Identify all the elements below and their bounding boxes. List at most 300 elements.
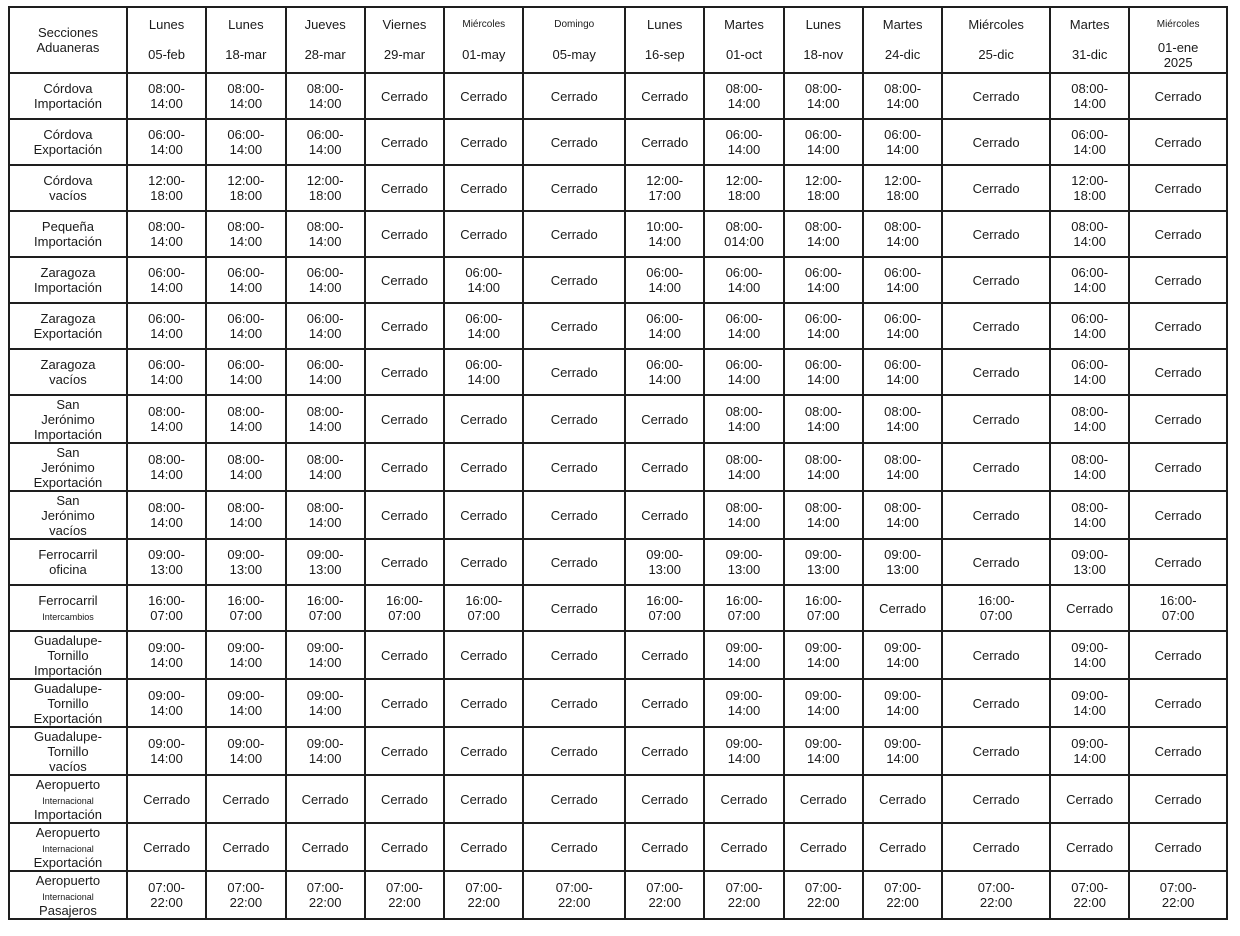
schedule-cell: Cerrado bbox=[1129, 443, 1227, 491]
column-date: 01-ene 2025 bbox=[1157, 40, 1199, 70]
schedule-cell: 07:00- 22:00 bbox=[625, 871, 704, 919]
schedule-cell: 08:00- 14:00 bbox=[286, 211, 365, 257]
schedule-cell: Cerrado bbox=[523, 349, 625, 395]
schedule-cell: 16:00- 07:00 bbox=[127, 585, 206, 631]
schedule-cell: Cerrado bbox=[523, 395, 625, 443]
schedule-cell: 06:00- 14:00 bbox=[286, 303, 365, 349]
schedule-cell: 09:00- 14:00 bbox=[127, 631, 206, 679]
schedule-cell: 06:00- 14:00 bbox=[784, 257, 863, 303]
schedule-cell: Cerrado bbox=[704, 823, 783, 871]
schedule-cell: 08:00- 14:00 bbox=[1050, 491, 1129, 539]
section-name-line: Exportación bbox=[33, 326, 103, 341]
section-name-line: Internacional bbox=[42, 843, 94, 854]
schedule-cell: 08:00- 14:00 bbox=[286, 491, 365, 539]
schedule-cell: 06:00- 14:00 bbox=[625, 349, 704, 395]
schedule-cell: 07:00- 22:00 bbox=[206, 871, 285, 919]
section-name-line: oficina bbox=[49, 562, 87, 577]
section-name-line: Importación bbox=[34, 806, 102, 822]
column-header bbox=[523, 7, 625, 73]
schedule-cell: Cerrado bbox=[365, 211, 444, 257]
schedule-cell: Cerrado bbox=[1129, 775, 1227, 823]
section-name-line: Exportación bbox=[33, 710, 103, 726]
schedule-cell: 06:00- 14:00 bbox=[127, 349, 206, 395]
schedule-cell: 06:00- 14:00 bbox=[1050, 349, 1129, 395]
schedule-cell: 12:00- 18:00 bbox=[784, 165, 863, 211]
section-name-cell bbox=[9, 585, 127, 631]
schedule-cell: 06:00- 14:00 bbox=[286, 349, 365, 395]
schedule-cell: Cerrado bbox=[523, 727, 625, 775]
schedule-cell: Cerrado bbox=[942, 257, 1050, 303]
column-header bbox=[1129, 7, 1227, 73]
schedule-cell: Cerrado bbox=[625, 631, 704, 679]
schedule-cell: Cerrado bbox=[625, 727, 704, 775]
schedule-cell: 08:00- 14:00 bbox=[863, 491, 942, 539]
schedule-cell: 09:00- 14:00 bbox=[286, 631, 365, 679]
schedule-cell: 06:00- 14:00 bbox=[863, 303, 942, 349]
schedule-cell: 06:00- 14:00 bbox=[127, 303, 206, 349]
schedule-cell: Cerrado bbox=[444, 727, 523, 775]
schedule-cell: 07:00- 22:00 bbox=[365, 871, 444, 919]
column-day: Miércoles bbox=[968, 17, 1024, 32]
schedule-cell: 10:00- 14:00 bbox=[625, 211, 704, 257]
schedule-cell: Cerrado bbox=[625, 679, 704, 727]
column-date: 18-nov bbox=[803, 47, 844, 62]
schedule-cell: 12:00- 18:00 bbox=[286, 165, 365, 211]
column-date: 29-mar bbox=[383, 47, 426, 62]
table-row bbox=[9, 303, 1227, 349]
column-day: Martes bbox=[882, 17, 923, 32]
schedule-cell: 08:00- 14:00 bbox=[704, 73, 783, 119]
schedule-cell: 09:00- 14:00 bbox=[1050, 631, 1129, 679]
schedule-cell: Cerrado bbox=[523, 491, 625, 539]
schedule-cell: Cerrado bbox=[206, 823, 285, 871]
schedule-cell: 08:00- 14:00 bbox=[286, 395, 365, 443]
schedule-cell: 09:00- 13:00 bbox=[286, 539, 365, 585]
schedule-cell: Cerrado bbox=[942, 443, 1050, 491]
schedule-cell: 08:00- 14:00 bbox=[863, 395, 942, 443]
schedule-cell: Cerrado bbox=[365, 491, 444, 539]
schedule-cell: Cerrado bbox=[206, 775, 285, 823]
table-row bbox=[9, 679, 1227, 727]
schedule-cell: Cerrado bbox=[942, 119, 1050, 165]
schedule-cell: 09:00- 14:00 bbox=[863, 631, 942, 679]
schedule-cell: Cerrado bbox=[523, 73, 625, 119]
schedule-cell: Cerrado bbox=[942, 395, 1050, 443]
section-name-line: Guadalupe- bbox=[33, 680, 102, 696]
column-header bbox=[784, 7, 863, 73]
column-day: Miércoles bbox=[462, 19, 506, 30]
schedule-cell: 09:00- 13:00 bbox=[863, 539, 942, 585]
column-header bbox=[942, 7, 1050, 73]
column-date: 16-sep bbox=[644, 47, 685, 62]
column-day: Domingo bbox=[554, 19, 595, 30]
schedule-cell: 07:00- 22:00 bbox=[942, 871, 1050, 919]
schedule-cell: 08:00- 14:00 bbox=[127, 443, 206, 491]
schedule-cell: Cerrado bbox=[625, 775, 704, 823]
schedule-cell: 06:00- 14:00 bbox=[444, 303, 523, 349]
column-day: Miércoles bbox=[1156, 19, 1200, 30]
schedule-cell: Cerrado bbox=[365, 349, 444, 395]
column-date: 01-oct bbox=[725, 47, 763, 62]
schedule-cell: Cerrado bbox=[1129, 119, 1227, 165]
schedule-cell: Cerrado bbox=[1129, 73, 1227, 119]
schedule-cell: Cerrado bbox=[1129, 395, 1227, 443]
section-name-cell bbox=[9, 395, 127, 443]
schedule-cell: 06:00- 14:00 bbox=[784, 119, 863, 165]
schedule-cell: 07:00- 22:00 bbox=[127, 871, 206, 919]
schedule-cell: Cerrado bbox=[444, 539, 523, 585]
schedule-cell: Cerrado bbox=[942, 775, 1050, 823]
schedule-cell: 09:00- 14:00 bbox=[863, 679, 942, 727]
schedule-cell: 09:00- 14:00 bbox=[784, 679, 863, 727]
schedule-table bbox=[8, 6, 1228, 920]
schedule-cell: Cerrado bbox=[444, 211, 523, 257]
schedule-cell: 06:00- 14:00 bbox=[206, 303, 285, 349]
section-name-line: vacíos bbox=[49, 372, 87, 387]
schedule-cell: Cerrado bbox=[625, 443, 704, 491]
section-name-line: Jerónimo bbox=[41, 411, 95, 427]
schedule-cell: Cerrado bbox=[444, 119, 523, 165]
schedule-cell: Cerrado bbox=[523, 211, 625, 257]
schedule-cell: Cerrado bbox=[1129, 491, 1227, 539]
schedule-cell: Cerrado bbox=[863, 823, 942, 871]
schedule-cell: 09:00- 14:00 bbox=[863, 727, 942, 775]
schedule-cell: 16:00- 07:00 bbox=[365, 585, 444, 631]
table-row bbox=[9, 257, 1227, 303]
schedule-cell: Cerrado bbox=[1129, 211, 1227, 257]
section-name-line: Intercambios bbox=[42, 612, 94, 622]
schedule-cell: 06:00- 14:00 bbox=[1050, 303, 1129, 349]
schedule-cell: Cerrado bbox=[1050, 585, 1129, 631]
schedule-cell: 09:00- 14:00 bbox=[286, 727, 365, 775]
schedule-cell: Cerrado bbox=[523, 165, 625, 211]
section-name-line: Guadalupe- bbox=[33, 728, 102, 744]
schedule-cell: 06:00- 14:00 bbox=[863, 349, 942, 395]
schedule-cell: Cerrado bbox=[942, 539, 1050, 585]
schedule-cell: Cerrado bbox=[365, 257, 444, 303]
section-name-line: Tornillo bbox=[47, 695, 89, 711]
schedule-cell: Cerrado bbox=[625, 119, 704, 165]
schedule-cell: 16:00- 07:00 bbox=[206, 585, 285, 631]
column-header bbox=[365, 7, 444, 73]
schedule-cell: 08:00- 14:00 bbox=[1050, 395, 1129, 443]
schedule-cell: 06:00- 14:00 bbox=[704, 257, 783, 303]
schedule-cell: 09:00- 13:00 bbox=[127, 539, 206, 585]
schedule-cell: 09:00- 14:00 bbox=[1050, 727, 1129, 775]
schedule-cell: 09:00- 13:00 bbox=[206, 539, 285, 585]
schedule-cell: Cerrado bbox=[444, 775, 523, 823]
schedule-cell: 09:00- 14:00 bbox=[704, 631, 783, 679]
schedule-cell: 08:00- 14:00 bbox=[206, 491, 285, 539]
schedule-cell: 12:00- 18:00 bbox=[704, 165, 783, 211]
schedule-cell: 08:00- 14:00 bbox=[127, 73, 206, 119]
section-name-line: vacíos bbox=[49, 188, 87, 203]
table-row bbox=[9, 73, 1227, 119]
schedule-cell: Cerrado bbox=[942, 727, 1050, 775]
schedule-cell: 06:00- 14:00 bbox=[625, 257, 704, 303]
schedule-cell: 12:00- 18:00 bbox=[127, 165, 206, 211]
schedule-cell: Cerrado bbox=[523, 443, 625, 491]
column-header bbox=[286, 7, 365, 73]
schedule-cell: 16:00- 07:00 bbox=[942, 585, 1050, 631]
section-name-cell bbox=[9, 349, 127, 395]
schedule-cell: 06:00- 14:00 bbox=[704, 349, 783, 395]
section-name-cell bbox=[9, 119, 127, 165]
schedule-cell: Cerrado bbox=[942, 491, 1050, 539]
schedule-cell: Cerrado bbox=[444, 679, 523, 727]
schedule-cell: 06:00- 14:00 bbox=[625, 303, 704, 349]
column-date: 05-may bbox=[552, 47, 596, 62]
schedule-cell: 09:00- 14:00 bbox=[127, 727, 206, 775]
schedule-cell: 08:00- 14:00 bbox=[127, 211, 206, 257]
schedule-cell: 08:00- 14:00 bbox=[863, 73, 942, 119]
schedule-cell: 16:00- 07:00 bbox=[286, 585, 365, 631]
schedule-cell: 06:00- 14:00 bbox=[704, 119, 783, 165]
table-row bbox=[9, 395, 1227, 443]
schedule-cell: 07:00- 22:00 bbox=[286, 871, 365, 919]
column-date: 24-dic bbox=[884, 47, 921, 62]
table-row bbox=[9, 775, 1227, 823]
schedule-cell: Cerrado bbox=[444, 395, 523, 443]
schedule-cell: Cerrado bbox=[625, 823, 704, 871]
section-name-cell bbox=[9, 823, 127, 871]
schedule-cell: Cerrado bbox=[365, 539, 444, 585]
schedule-cell: Cerrado bbox=[444, 491, 523, 539]
section-name-line: Córdova bbox=[43, 173, 93, 188]
schedule-cell: 16:00- 07:00 bbox=[784, 585, 863, 631]
schedule-cell: 06:00- 14:00 bbox=[206, 119, 285, 165]
schedule-cell: 08:00- 14:00 bbox=[863, 211, 942, 257]
schedule-cell: Cerrado bbox=[444, 165, 523, 211]
schedule-cell: Cerrado bbox=[523, 631, 625, 679]
schedule-cell: Cerrado bbox=[444, 823, 523, 871]
table-row bbox=[9, 443, 1227, 491]
table-row bbox=[9, 165, 1227, 211]
section-name-line: San bbox=[56, 444, 80, 460]
section-name-line: vacíos bbox=[49, 522, 87, 538]
section-name-line: Pasajeros bbox=[39, 902, 97, 918]
schedule-cell: 08:00- 14:00 bbox=[784, 211, 863, 257]
section-name-line: Importación bbox=[34, 426, 102, 442]
section-name-line: Importación bbox=[34, 234, 102, 249]
schedule-cell: Cerrado bbox=[1129, 303, 1227, 349]
schedule-cell: Cerrado bbox=[625, 395, 704, 443]
column-header bbox=[625, 7, 704, 73]
schedule-cell: 09:00- 14:00 bbox=[704, 679, 783, 727]
schedule-cell: Cerrado bbox=[286, 823, 365, 871]
column-date: 18-mar bbox=[225, 47, 267, 62]
schedule-cell: Cerrado bbox=[625, 73, 704, 119]
section-name-line: Córdova bbox=[43, 127, 93, 142]
section-name-cell bbox=[9, 775, 127, 823]
schedule-cell: 08:00- 14:00 bbox=[206, 211, 285, 257]
section-name-line: San bbox=[56, 396, 80, 412]
column-header bbox=[206, 7, 285, 73]
schedule-cell: Cerrado bbox=[523, 257, 625, 303]
schedule-cell: 08:00- 14:00 bbox=[286, 443, 365, 491]
schedule-cell: Cerrado bbox=[444, 443, 523, 491]
column-day: Martes bbox=[724, 17, 764, 32]
section-name-line: Zaragoza bbox=[40, 357, 96, 372]
schedule-cell: 08:00- 14:00 bbox=[286, 73, 365, 119]
schedule-cell: 09:00- 14:00 bbox=[286, 679, 365, 727]
table-row bbox=[9, 349, 1227, 395]
section-name-line: Zaragoza bbox=[40, 265, 96, 280]
column-date: 31-dic bbox=[1071, 47, 1108, 62]
schedule-body bbox=[9, 73, 1227, 919]
schedule-cell: Cerrado bbox=[1129, 679, 1227, 727]
schedule-cell: Cerrado bbox=[863, 585, 942, 631]
schedule-cell: Cerrado bbox=[942, 211, 1050, 257]
column-day: Lunes bbox=[228, 17, 264, 32]
schedule-cell: 09:00- 13:00 bbox=[704, 539, 783, 585]
schedule-cell: Cerrado bbox=[1050, 823, 1129, 871]
schedule-cell: Cerrado bbox=[365, 775, 444, 823]
table-row bbox=[9, 585, 1227, 631]
schedule-cell: 07:00- 22:00 bbox=[1050, 871, 1129, 919]
schedule-cell: 08:00- 14:00 bbox=[784, 491, 863, 539]
section-name-line: Jerónimo bbox=[41, 459, 95, 475]
schedule-cell: 08:00- 14:00 bbox=[784, 443, 863, 491]
schedule-cell: 08:00- 14:00 bbox=[784, 73, 863, 119]
schedule-cell: 07:00- 22:00 bbox=[1129, 871, 1227, 919]
schedule-cell: 08:00- 14:00 bbox=[704, 491, 783, 539]
schedule-cell: Cerrado bbox=[365, 119, 444, 165]
section-name-line: Aeropuerto bbox=[35, 872, 101, 888]
schedule-cell: 06:00- 14:00 bbox=[444, 349, 523, 395]
section-name-line: Exportación bbox=[33, 474, 103, 490]
schedule-cell: 06:00- 14:00 bbox=[286, 119, 365, 165]
schedule-cell: Cerrado bbox=[1129, 539, 1227, 585]
schedule-cell: Cerrado bbox=[365, 727, 444, 775]
schedule-cell: 06:00- 14:00 bbox=[127, 257, 206, 303]
schedule-cell: Cerrado bbox=[523, 823, 625, 871]
schedule-cell: 07:00- 22:00 bbox=[784, 871, 863, 919]
section-name-cell bbox=[9, 211, 127, 257]
schedule-cell: 09:00- 13:00 bbox=[1050, 539, 1129, 585]
schedule-cell: 06:00- 14:00 bbox=[206, 257, 285, 303]
schedule-cell: 08:00- 14:00 bbox=[863, 443, 942, 491]
schedule-cell: Cerrado bbox=[444, 73, 523, 119]
section-name-line: Zaragoza bbox=[40, 311, 96, 326]
section-name-cell bbox=[9, 491, 127, 539]
schedule-cell: 06:00- 14:00 bbox=[863, 119, 942, 165]
column-header bbox=[444, 7, 523, 73]
schedule-cell: Cerrado bbox=[523, 585, 625, 631]
schedule-cell: Cerrado bbox=[365, 395, 444, 443]
section-name-line: Exportación bbox=[33, 854, 103, 870]
column-day: Lunes bbox=[148, 17, 185, 32]
schedule-cell: Cerrado bbox=[625, 491, 704, 539]
schedule-cell: 07:00- 22:00 bbox=[444, 871, 523, 919]
schedule-cell: 08:00- 14:00 bbox=[1050, 211, 1129, 257]
schedule-cell: Cerrado bbox=[1129, 823, 1227, 871]
schedule-cell: 09:00- 14:00 bbox=[127, 679, 206, 727]
section-name-line: Internacional bbox=[42, 795, 94, 806]
schedule-cell: Cerrado bbox=[942, 823, 1050, 871]
column-day: Martes bbox=[1069, 17, 1110, 32]
schedule-cell: Cerrado bbox=[523, 539, 625, 585]
section-name-line: Tornillo bbox=[47, 743, 89, 759]
column-day: Lunes bbox=[805, 17, 842, 32]
schedule-cell: 09:00- 14:00 bbox=[206, 679, 285, 727]
column-day: Jueves bbox=[304, 17, 346, 32]
schedule-cell: 06:00- 14:00 bbox=[286, 257, 365, 303]
schedule-cell: Cerrado bbox=[365, 679, 444, 727]
section-name-line: Tornillo bbox=[47, 647, 89, 663]
schedule-cell: Cerrado bbox=[127, 775, 206, 823]
table-row bbox=[9, 119, 1227, 165]
schedule-cell: 07:00- 22:00 bbox=[523, 871, 625, 919]
section-name-line: Guadalupe- bbox=[33, 632, 102, 648]
schedule-cell: 09:00- 14:00 bbox=[206, 727, 285, 775]
schedule-cell: Cerrado bbox=[942, 303, 1050, 349]
schedule-cell: Cerrado bbox=[1050, 775, 1129, 823]
schedule-cell: Cerrado bbox=[942, 165, 1050, 211]
schedule-cell: Cerrado bbox=[1129, 165, 1227, 211]
schedule-cell: 16:00- 07:00 bbox=[444, 585, 523, 631]
schedule-cell: Cerrado bbox=[1129, 631, 1227, 679]
schedule-cell: 09:00- 14:00 bbox=[784, 727, 863, 775]
section-name-line: Jerónimo bbox=[41, 507, 95, 523]
column-day: Lunes bbox=[647, 17, 683, 32]
schedule-cell: 08:00- 014:00 bbox=[704, 211, 783, 257]
section-name-line: Pequeña bbox=[41, 219, 94, 234]
section-name-line: Importación bbox=[34, 280, 102, 295]
column-header bbox=[1050, 7, 1129, 73]
corner-label-line1: Secciones bbox=[37, 25, 98, 40]
schedule-cell: Cerrado bbox=[863, 775, 942, 823]
column-day: Viernes bbox=[382, 17, 427, 32]
column-header bbox=[127, 7, 206, 73]
schedule-cell: 06:00- 14:00 bbox=[1050, 257, 1129, 303]
schedule-cell: Cerrado bbox=[365, 443, 444, 491]
schedule-cell: Cerrado bbox=[784, 775, 863, 823]
table-row bbox=[9, 539, 1227, 585]
schedule-cell: Cerrado bbox=[365, 165, 444, 211]
table-row bbox=[9, 631, 1227, 679]
section-name-cell bbox=[9, 871, 127, 919]
schedule-cell: 06:00- 14:00 bbox=[784, 349, 863, 395]
section-name-line: Aeropuerto bbox=[35, 824, 101, 840]
schedule-cell: 09:00- 14:00 bbox=[1050, 679, 1129, 727]
column-header bbox=[863, 7, 942, 73]
schedule-cell: 09:00- 13:00 bbox=[625, 539, 704, 585]
schedule-cell: Cerrado bbox=[127, 823, 206, 871]
schedule-cell: 08:00- 14:00 bbox=[206, 73, 285, 119]
schedule-cell: Cerrado bbox=[365, 73, 444, 119]
schedule-cell: Cerrado bbox=[1129, 349, 1227, 395]
column-date: 01-may bbox=[462, 47, 506, 62]
header-corner bbox=[9, 7, 127, 73]
section-name-cell bbox=[9, 679, 127, 727]
schedule-cell: 12:00- 17:00 bbox=[625, 165, 704, 211]
section-name-line: Importación bbox=[34, 96, 102, 111]
table-row bbox=[9, 871, 1227, 919]
schedule-cell: 07:00- 22:00 bbox=[704, 871, 783, 919]
schedule-cell: 06:00- 14:00 bbox=[704, 303, 783, 349]
section-name-cell bbox=[9, 631, 127, 679]
section-name-line: Ferrocarril bbox=[38, 593, 98, 608]
schedule-cell: 12:00- 18:00 bbox=[1050, 165, 1129, 211]
schedule-cell: Cerrado bbox=[365, 303, 444, 349]
schedule-cell: 07:00- 22:00 bbox=[863, 871, 942, 919]
schedule-cell: 06:00- 14:00 bbox=[444, 257, 523, 303]
schedule-cell: Cerrado bbox=[365, 823, 444, 871]
schedule-cell: 09:00- 14:00 bbox=[784, 631, 863, 679]
section-name-line: Aeropuerto bbox=[35, 776, 101, 792]
schedule-cell: 08:00- 14:00 bbox=[704, 395, 783, 443]
